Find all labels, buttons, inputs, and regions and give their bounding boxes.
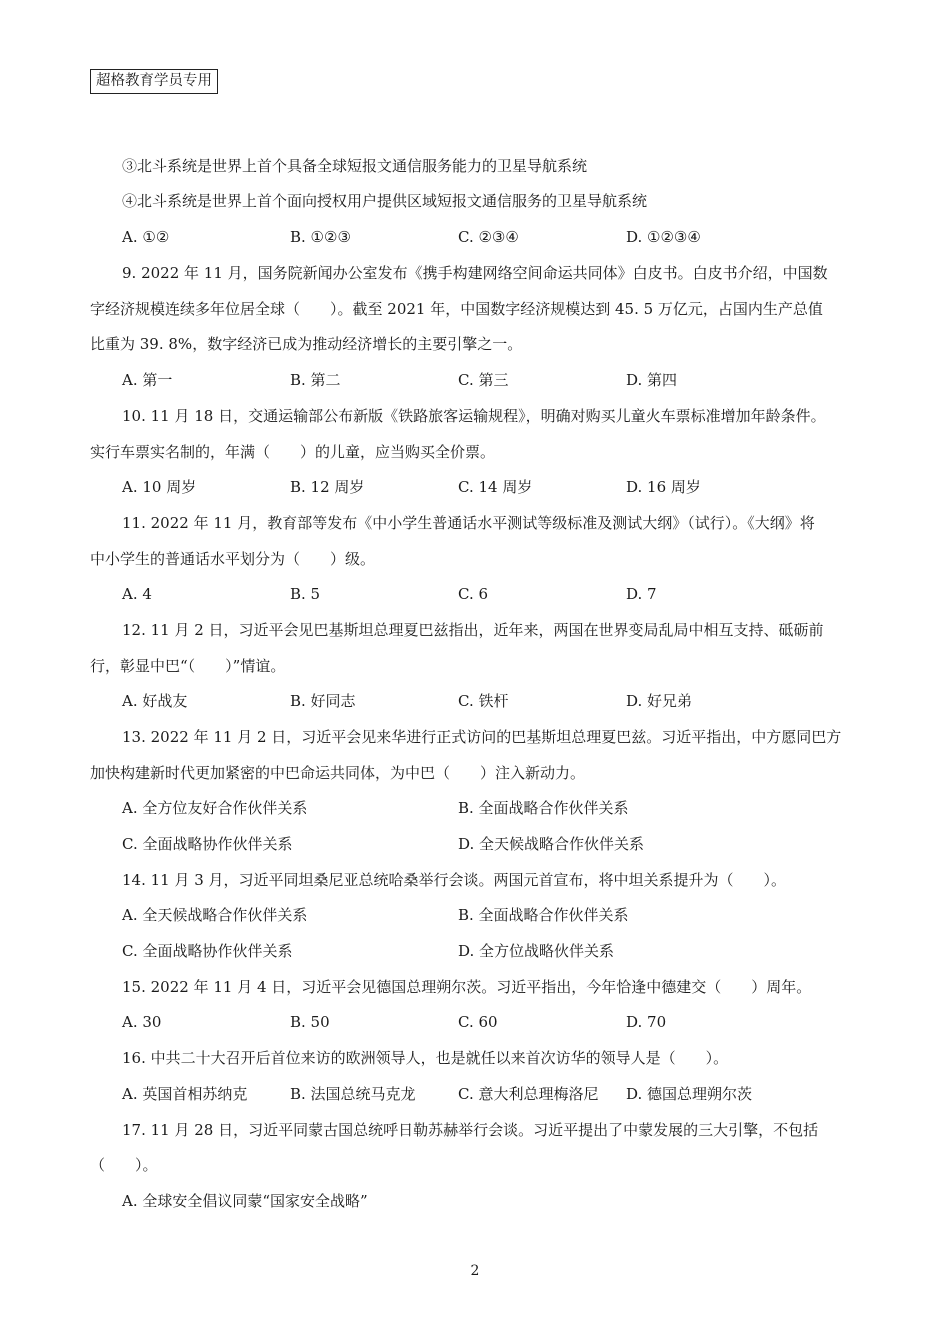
q12-line-1: 12. 11 月 2 日，习近平会见巴基斯坦总理夏巴兹指出，近年来，两国在世界变局乱局中相互支持、砥砺前 (122, 621, 824, 639)
q13-option-a: A. 全方位友好合作伙伴关系 (122, 799, 308, 817)
q12-line-2: 行，彰显中巴“（ ）”情谊。 (90, 657, 286, 675)
q15-option-d: D. 70 (626, 1013, 667, 1031)
q13-option-b: B. 全面战略合作伙伴关系 (458, 799, 629, 817)
q10-option-d: D. 16 周岁 (626, 478, 701, 496)
q9-line-2: 字经济规模连续多年位居全球（ ）。截至 2021 年，中国数字经济规模达到 45. 5 万亿元，占国内生产总值 (90, 300, 823, 318)
header-label: 超格教育学员专用 (90, 69, 218, 94)
q10-line-1: 10. 11 月 18 日，交通运输部公布新版《铁路旅客运输规程》，明确对购买儿童火车票标准增加年龄条件。 (122, 407, 826, 425)
q8-option-b: B. ①②③ (290, 228, 351, 246)
q16-option-c: C. 意大利总理梅洛尼 (458, 1085, 599, 1103)
q11-option-d: D. 7 (626, 585, 657, 603)
q8-option-a: A. ①② (122, 228, 170, 246)
q12-option-c: C. 铁杆 (458, 692, 509, 710)
q9-line-3: 比重为 39. 8%，数字经济已成为推动经济增长的主要引擎之一。 (90, 335, 523, 353)
q16-option-b: B. 法国总统马克龙 (290, 1085, 416, 1103)
q14-option-d: D. 全方位战略伙伴关系 (458, 942, 615, 960)
q11-line-1: 11. 2022 年 11 月，教育部等发布《中小学生普通话水平测试等级标准及测试大纲》（试行）。《大纲》将 (122, 514, 815, 532)
q12-option-a: A. 好战友 (122, 692, 188, 710)
q16-option-d: D. 德国总理朔尔茨 (626, 1085, 753, 1103)
q15-option-c: C. 60 (458, 1013, 498, 1031)
q10-line-2: 实行车票实名制的，年满（ ）的儿童，应当购买全价票。 (90, 443, 496, 461)
q11-option-a: A. 4 (122, 585, 152, 603)
q9-option-b: B. 第二 (290, 371, 341, 389)
q9-line-1: 9. 2022 年 11 月，国务院新闻办公室发布《携手构建网络空间命运共同体》白皮书。白皮书介绍，中国数 (122, 264, 828, 282)
q11-line-2: 中小学生的普通话水平划分为（ ）级。 (90, 550, 376, 568)
page-number: 2 (470, 1263, 480, 1279)
q13-option-d: D. 全天候战略合作伙伴关系 (458, 835, 645, 853)
q17-line-1: 17. 11 月 28 日，习近平同蒙古国总统呼日勒苏赫举行会谈。习近平提出了中蒙发展的三大引擎，不包括 (122, 1121, 819, 1139)
q9-option-c: C. 第三 (458, 371, 509, 389)
q12-option-d: D. 好兄弟 (626, 692, 693, 710)
statement-4: ④北斗系统是世界上首个面向授权用户提供区域短报文通信服务的卫星导航系统 (122, 192, 648, 210)
q14-option-b: B. 全面战略合作伙伴关系 (458, 906, 629, 924)
q17-option-a: A. 全球安全倡议同蒙“国家安全战略” (122, 1192, 368, 1210)
q11-option-b: B. 5 (290, 585, 321, 603)
q16-option-a: A. 英国首相苏纳克 (122, 1085, 248, 1103)
q13-line-1: 13. 2022 年 11 月 2 日，习近平会见来华进行正式访问的巴基斯坦总理夏巴兹。习近平指出，中方愿同巴方 (122, 728, 842, 746)
q10-option-c: C. 14 周岁 (458, 478, 533, 496)
q10-option-b: B. 12 周岁 (290, 478, 365, 496)
q13-line-2: 加快构建新时代更加紧密的中巴命运共同体，为中巴（ ）注入新动力。 (90, 764, 586, 782)
q16-line-1: 16. 中共二十大召开后首位来访的欧洲领导人，也是就任以来首次访华的领导人是（ ）。 (122, 1049, 729, 1067)
q13-option-c: C. 全面战略协作伙伴关系 (122, 835, 293, 853)
q15-option-b: B. 50 (290, 1013, 330, 1031)
q15-line-1: 15. 2022 年 11 月 4 日，习近平会见德国总理朔尔茨。习近平指出，今年恰逢中德建交（ ）周年。 (122, 978, 812, 996)
q9-option-a: A. 第一 (122, 371, 173, 389)
q8-option-d: D. ①②③④ (626, 228, 701, 246)
q15-option-a: A. 30 (122, 1013, 162, 1031)
q9-option-d: D. 第四 (626, 371, 678, 389)
q12-option-b: B. 好同志 (290, 692, 356, 710)
q17-line-2: （ ）。 (90, 1156, 158, 1174)
q8-option-c: C. ②③④ (458, 228, 519, 246)
q10-option-a: A. 10 周岁 (122, 478, 197, 496)
q14-option-c: C. 全面战略协作伙伴关系 (122, 942, 293, 960)
q14-line-1: 14. 11 月 3 月，习近平同坦桑尼亚总统哈桑举行会谈。两国元首宣布，将中坦关系提升为（ ）。 (122, 871, 787, 889)
statement-3: ③北斗系统是世界上首个具备全球短报文通信服务能力的卫星导航系统 (122, 157, 588, 175)
q14-option-a: A. 全天候战略合作伙伴关系 (122, 906, 308, 924)
q11-option-c: C. 6 (458, 585, 489, 603)
